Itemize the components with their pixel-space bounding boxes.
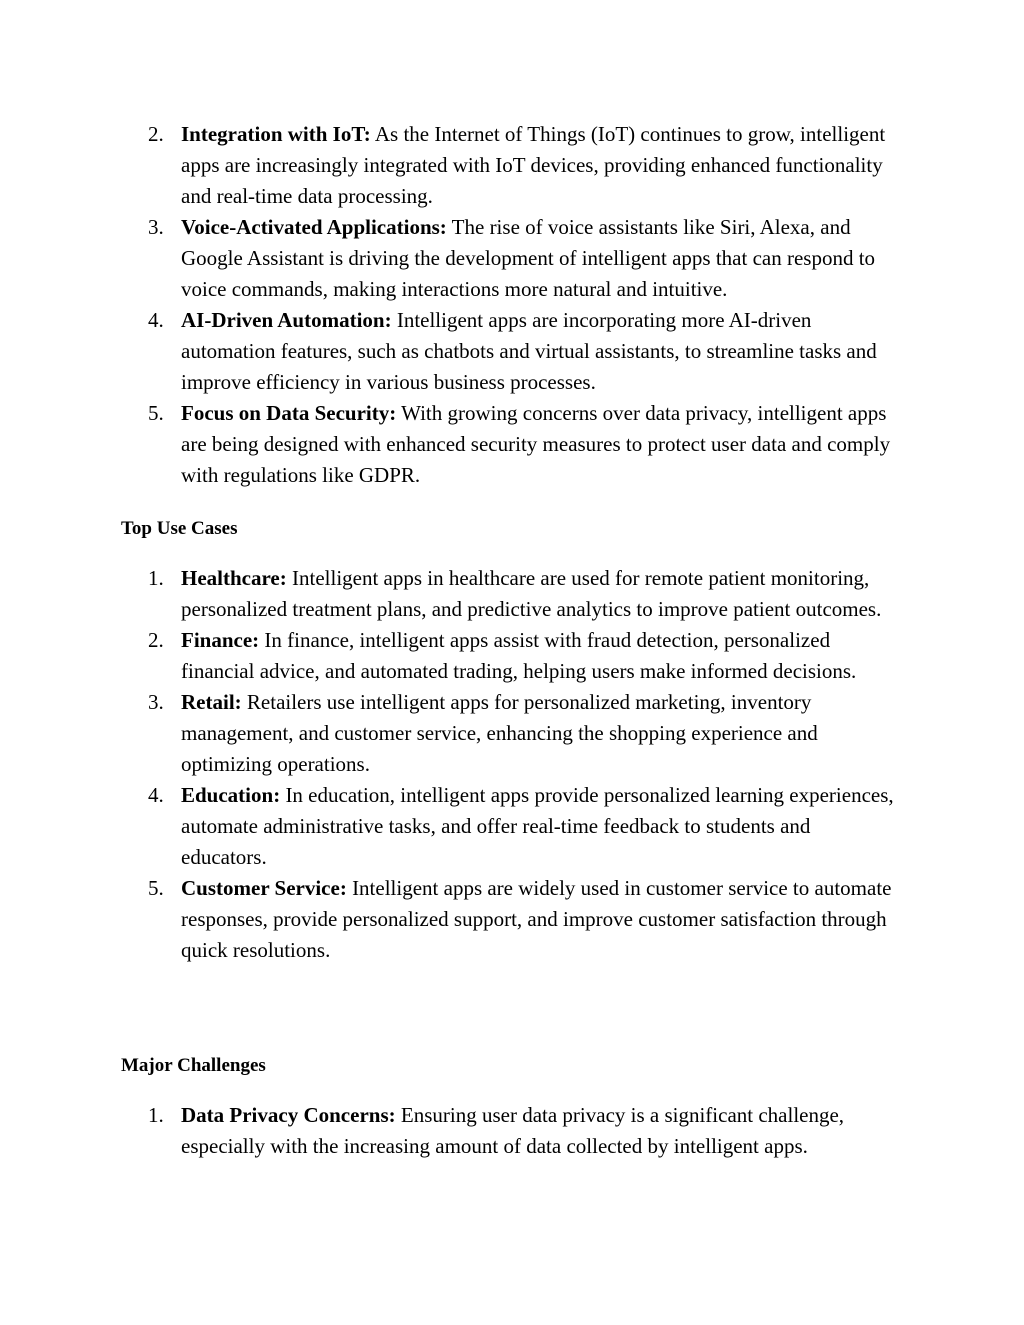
- list-item-term: AI-Driven Automation:: [181, 308, 392, 332]
- list-item-term: Customer Service:: [181, 876, 347, 900]
- challenges-list: [0, 1100, 1024, 1162]
- list-number: 2.: [148, 122, 164, 146]
- list-item-term: Retail:: [181, 690, 242, 714]
- list-number: 3.: [148, 215, 164, 239]
- list-item-term: Education:: [181, 783, 281, 807]
- list-number: 1.: [148, 1103, 164, 1127]
- list-item-term: Data Privacy Concerns:: [181, 1103, 396, 1127]
- list-item-text: Intelligent apps in healthcare are used for remote patient monitoring, personalized treatment plans, and predictive analytics to improve patient outcomes.: [181, 566, 882, 621]
- list-item-text: Ensuring user data privacy is a significant challenge, especially with the increasing amount of data collected by intelligent apps.: [181, 1103, 845, 1158]
- list-item-text: Intelligent apps are incorporating more AI-driven automation features, such as chatbots and virtual assistants, to streamline tasks and improve efficiency in various business processes.: [181, 308, 877, 394]
- list-number: 1.: [148, 566, 164, 590]
- use-cases-list: [0, 563, 1024, 966]
- list-item-customer-service: [0, 873, 897, 966]
- list-item-automation: [0, 305, 897, 398]
- list-number: 4.: [148, 308, 164, 332]
- list-item-finance: [0, 625, 897, 687]
- list-item-term: Finance:: [181, 628, 260, 652]
- list-item-text: The rise of voice assistants like Siri, Alexa, and Google Assistant is driving the development of intelligent apps that can respond to voice commands, making interactions more natural and intuitive.: [181, 215, 876, 301]
- section-heading-use-cases: Top Use Cases: [121, 518, 238, 539]
- list-item-text: Retailers use intelligent apps for personalized marketing, inventory management, and customer service, enhancing the shopping experience and optimizing operations.: [181, 690, 818, 776]
- list-item-text: With growing concerns over data privacy, intelligent apps are being designed with enhanced security measures to protect user data and comply with regulations like GDPR.: [181, 401, 891, 487]
- list-item-term: Healthcare:: [181, 566, 287, 590]
- list-item-text: As the Internet of Things (IoT) continues to grow, intelligent apps are increasingly integrated with IoT devices, providing enhanced functionality and real-time data processing.: [181, 122, 886, 208]
- list-item-healthcare: [0, 563, 897, 625]
- list-item-text: In education, intelligent apps provide personalized learning experiences, automate administrative tasks, and offer real-time feedback to students and educators.: [181, 783, 894, 869]
- list-item-text: Intelligent apps are widely used in customer service to automate responses, provide personalized support, and improve customer satisfaction through quick resolutions.: [181, 876, 892, 962]
- section-heading-challenges: Major Challenges: [121, 1055, 266, 1076]
- list-number: 3.: [148, 690, 164, 714]
- list-item-voice: [0, 212, 897, 305]
- trends-list: [0, 119, 1024, 491]
- list-item-iot: [0, 119, 897, 212]
- list-item-retail: [0, 687, 897, 780]
- list-number: 2.: [148, 628, 164, 652]
- list-item-security: [0, 398, 897, 491]
- list-item-data-privacy: [0, 1100, 897, 1162]
- list-item-term: Focus on Data Security:: [181, 401, 397, 425]
- list-item-text: In finance, intelligent apps assist with fraud detection, personalized financial advice, and automated trading, helping users make informed decisions.: [181, 628, 857, 683]
- list-item-education: [0, 780, 897, 873]
- list-number: 4.: [148, 783, 164, 807]
- list-number: 5.: [148, 401, 164, 425]
- list-item-term: Voice-Activated Applications:: [181, 215, 447, 239]
- list-number: 5.: [148, 876, 164, 900]
- list-item-term: Integration with IoT:: [181, 122, 371, 146]
